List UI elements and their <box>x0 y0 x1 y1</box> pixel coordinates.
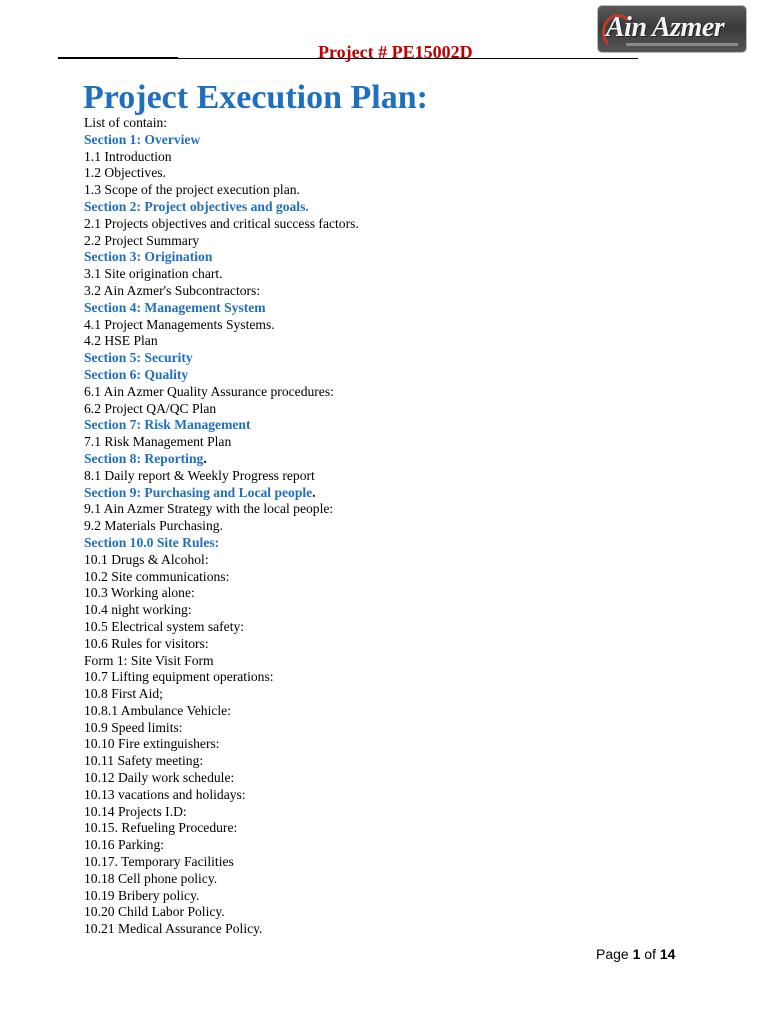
toc-entry-text: 2.1 Projects objectives and critical success factors. <box>84 215 359 231</box>
toc-entry-text: 1.3 Scope of the project execution plan. <box>84 182 300 198</box>
toc-entry-suffix: . <box>203 450 207 466</box>
project-number: Project # PE15002D <box>318 42 473 62</box>
company-logo <box>598 6 746 52</box>
toc-entry-text: 3.1 Site origination chart. <box>84 266 223 282</box>
toc-entry-text: Form 1: Site Visit Form <box>84 652 214 668</box>
toc-list-item <box>84 770 724 787</box>
header-rule-accent <box>58 57 178 59</box>
toc-entry-text: 10.19 Bribery policy. <box>84 887 200 903</box>
toc-list-item <box>84 569 724 586</box>
toc-entry-text: 10.18 Cell phone policy. <box>84 870 218 886</box>
toc-entry-text: Section 7: Risk Management <box>84 417 251 433</box>
toc-entry-text: Section 9: Purchasing and Local people <box>84 484 313 500</box>
toc-entry-text: 10.13 vacations and holidays: <box>84 786 246 802</box>
toc-list-item <box>84 904 724 921</box>
toc-list-item <box>84 434 724 451</box>
toc-entry-text: 6.1 Ain Azmer Quality Assurance procedures: <box>84 383 334 399</box>
toc-list-item <box>84 233 724 250</box>
toc-entry-text: List of contain: <box>84 115 168 130</box>
toc-list-item <box>84 165 724 182</box>
toc-entry-text: 4.1 Project Managements Systems. <box>84 316 275 332</box>
toc-list-item <box>84 182 724 199</box>
toc-section-heading <box>84 249 724 266</box>
toc-list-item <box>84 401 724 418</box>
toc-list-item <box>84 653 724 670</box>
toc-list-item <box>84 149 724 166</box>
toc-entry-text: 10.9 Speed limits: <box>84 719 183 735</box>
toc-entry-text: Section 5: Security <box>84 350 193 366</box>
toc-entry-text: 3.2 Ain Azmer's Subcontractors: <box>84 282 261 298</box>
toc-entry-text: 8.1 Daily report & Weekly Progress report <box>84 467 315 483</box>
toc-list-item <box>84 888 724 905</box>
toc-section-heading <box>84 535 724 552</box>
toc-list-item <box>84 468 724 485</box>
page-label: Page <box>596 946 629 962</box>
toc-entry-text: 1.2 Objectives. <box>84 165 166 181</box>
toc-list-item <box>84 585 724 602</box>
toc-section-heading <box>84 485 724 502</box>
toc-list-item <box>84 703 724 720</box>
toc-section-heading <box>84 417 724 434</box>
toc-list-item <box>84 804 724 821</box>
toc-entry-text: 10.17. Temporary Facilities <box>84 854 234 870</box>
toc-entry-text: Section 8: Reporting <box>84 450 204 466</box>
toc-list-item <box>84 333 724 350</box>
toc-section-heading <box>84 350 724 367</box>
toc-entry-text: 4.2 HSE Plan <box>84 333 158 349</box>
toc-section-heading <box>84 132 724 149</box>
toc-list-item <box>84 384 724 401</box>
toc-entry-text: 2.2 Project Summary <box>84 232 200 248</box>
toc-list-item <box>84 787 724 804</box>
toc-list-item <box>84 669 724 686</box>
toc-entry-text: Section 3: Origination <box>84 249 213 265</box>
toc-entry-text: 10.11 Safety meeting: <box>84 753 204 769</box>
toc-list-item <box>84 283 724 300</box>
toc-section-heading <box>84 451 724 468</box>
toc-entry-text: 10.15. Refueling Procedure: <box>84 820 238 836</box>
toc-entry-text: Section 6: Quality <box>84 366 189 382</box>
toc-list-item <box>84 317 724 334</box>
page-header <box>0 0 768 64</box>
toc-section-heading <box>84 300 724 317</box>
toc-list-item <box>84 820 724 837</box>
toc-entry-text: 10.20 Child Labor Policy. <box>84 904 225 920</box>
logo-tagline-bar <box>626 43 738 46</box>
toc-section-heading <box>84 367 724 384</box>
toc-entry-text: 1.1 Introduction <box>84 148 172 164</box>
toc-entry-text: 10.3 Working alone: <box>84 585 195 601</box>
toc-entry-text: 10.8.1 Ambulance Vehicle: <box>84 702 231 718</box>
toc-list-item <box>84 871 724 888</box>
toc-list-item <box>84 216 724 233</box>
page-current: 1 <box>632 946 641 962</box>
page-number <box>596 946 675 962</box>
toc-list-item <box>84 686 724 703</box>
toc-entry-suffix: . <box>312 484 316 500</box>
toc-list-item <box>84 720 724 737</box>
toc-list-item <box>84 115 724 132</box>
toc-entry-text: 10.8 First Aid; <box>84 686 163 702</box>
toc-list-item <box>84 602 724 619</box>
document-title: Project Execution Plan: <box>83 79 428 116</box>
toc-entry-text: 10.1 Drugs & Alcohol: <box>84 551 209 567</box>
toc-entry-text: 10.2 Site communications: <box>84 568 230 584</box>
toc-list-item <box>84 501 724 518</box>
toc-entry-text: 9.1 Ain Azmer Strategy with the local people: <box>84 501 334 517</box>
toc-list-item <box>84 619 724 636</box>
toc-entry-text: Section 10.0 Site Rules: <box>84 534 220 550</box>
page-of: of <box>644 946 656 962</box>
toc-entry-text: 6.2 Project QA/QC Plan <box>84 400 217 416</box>
toc-list-item <box>84 921 724 938</box>
toc-list-item <box>84 837 724 854</box>
page-total: 14 <box>659 946 676 962</box>
logo-text: Ain Azmer <box>606 12 725 43</box>
toc-list-item <box>84 636 724 653</box>
toc-list-item <box>84 266 724 283</box>
toc-entry-text: Section 4: Management System <box>84 299 266 315</box>
toc-entry-text: 10.7 Lifting equipment operations: <box>84 669 274 685</box>
toc-entry-text: 9.2 Materials Purchasing. <box>84 518 223 534</box>
toc-entry-text: 10.5 Electrical system safety: <box>84 618 245 634</box>
toc-list-item <box>84 753 724 770</box>
toc-entry-text: 10.14 Projects I.D: <box>84 803 187 819</box>
toc-entry-text: 10.21 Medical Assurance Policy. <box>84 921 263 937</box>
toc-list-item <box>84 736 724 753</box>
toc-section-heading <box>84 199 724 216</box>
toc-entry-text: 10.12 Daily work schedule: <box>84 770 235 786</box>
toc-list-item <box>84 854 724 871</box>
toc-entry-text: 7.1 Risk Management Plan <box>84 434 232 450</box>
toc-entry-text: 10.4 night working: <box>84 602 192 618</box>
toc-entry-text: 10.10 Fire extinguishers: <box>84 736 220 752</box>
table-of-contents <box>84 115 724 938</box>
toc-entry-text: Section 2: Project objectives and goals. <box>84 198 309 214</box>
toc-list-item <box>84 552 724 569</box>
toc-list-item <box>84 518 724 535</box>
toc-entry-text: Section 1: Overview <box>84 131 201 147</box>
toc-entry-text: 10.16 Parking: <box>84 837 165 853</box>
toc-entry-text: 10.6 Rules for visitors: <box>84 635 209 651</box>
